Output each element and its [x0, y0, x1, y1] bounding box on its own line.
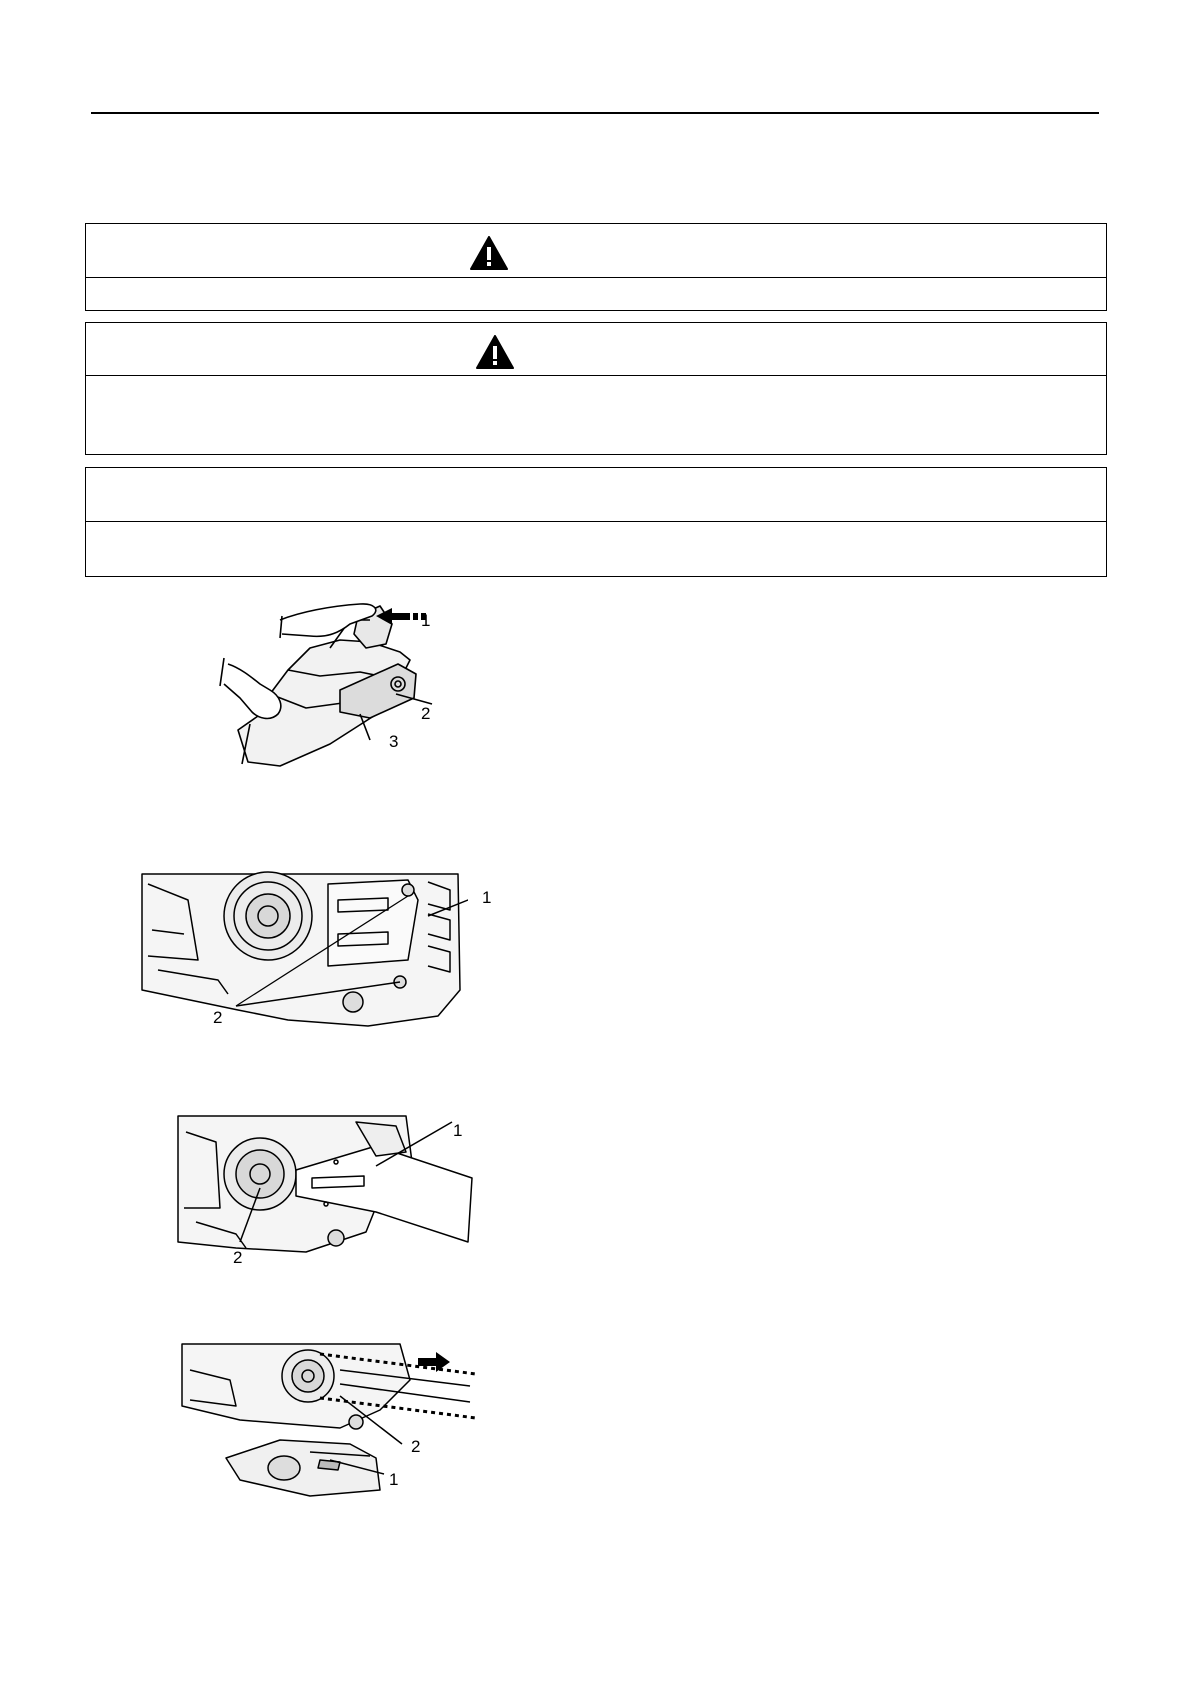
- note-box-body: [86, 521, 1106, 522]
- warning-triangle-icon: [476, 335, 514, 374]
- figure-hand-brake: [210, 594, 450, 774]
- callout-2: 2: [213, 1008, 223, 1027]
- callout-2: 2: [411, 1437, 421, 1456]
- callout-3: 3: [389, 732, 399, 751]
- callout-1: 1: [482, 888, 492, 907]
- warning-triangle-icon: [470, 236, 508, 275]
- figure-sprocket-cover: [138, 870, 468, 1035]
- callout-1: 1: [421, 611, 431, 630]
- warning-box-2-body: [86, 375, 1106, 376]
- note-box: [85, 467, 1107, 577]
- figure-guide-bar: [176, 1112, 476, 1260]
- warning-box-1-body: [86, 277, 1106, 278]
- callout-2: 2: [421, 704, 431, 723]
- warning-box-1: [85, 223, 1107, 311]
- header-rule: [91, 112, 1099, 114]
- callout-1: 1: [389, 1470, 399, 1489]
- callout-1: 1: [453, 1121, 463, 1140]
- warning-box-2: [85, 322, 1107, 455]
- callout-2: 2: [233, 1248, 243, 1267]
- figure-chain-install: [180, 1340, 480, 1500]
